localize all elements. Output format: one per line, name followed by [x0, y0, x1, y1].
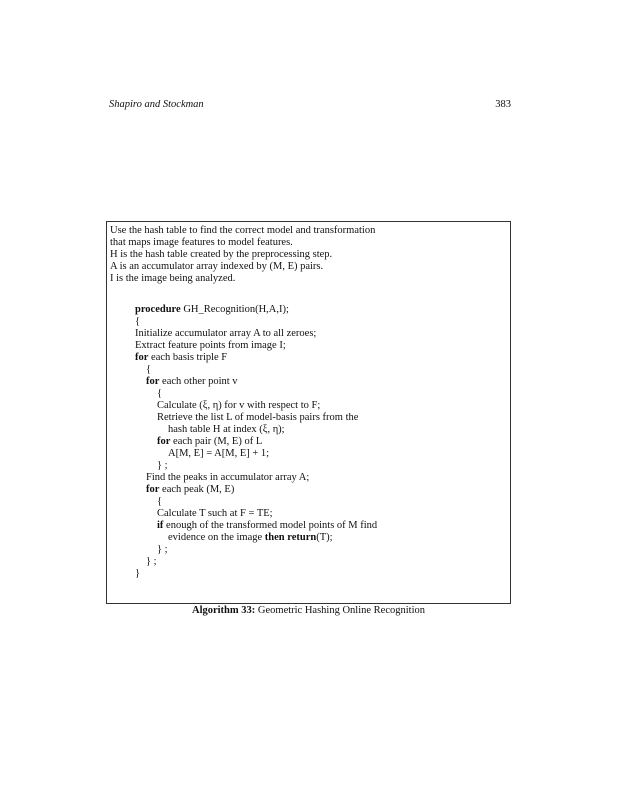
caption-label: Algorithm 33: — [191, 605, 256, 616]
intro-line: A is an accumulator array indexed by (M, E) pairs. — [110, 261, 324, 272]
page-number: 383 — [495, 99, 511, 110]
code-line: } ; — [157, 544, 168, 555]
intro-line: that maps image features to model features. — [110, 237, 293, 248]
keyword: procedure — [135, 304, 181, 315]
keyword: for — [146, 376, 160, 387]
code-line — [146, 376, 238, 388]
algorithm-caption — [106, 605, 511, 617]
code-line: Calculate (ξ, η) for v with respect to F; — [157, 400, 321, 411]
code-line — [168, 532, 333, 544]
code-text: enough of the transformed model points of M find — [163, 520, 378, 531]
code-text: each pair (M, E) of L — [170, 436, 263, 447]
code-line — [146, 484, 234, 496]
keyword: for — [146, 484, 160, 495]
code-line: Find the peaks in accumulator array A; — [146, 472, 310, 483]
code-line — [157, 520, 377, 532]
code-line: } ; — [146, 556, 157, 567]
caption-text: Geometric Hashing Online Recognition — [255, 605, 425, 616]
code-line: { — [146, 364, 152, 375]
code-line: Retrieve the list L of model-basis pairs from the — [157, 412, 359, 423]
code-line — [135, 352, 227, 364]
code-line: hash table H at index (ξ, η); — [168, 424, 285, 435]
code-text: each other point v — [159, 376, 238, 387]
code-line: Initialize accumulator array A to all zeroes; — [135, 328, 317, 339]
code-line: Calculate T such at F = TE; — [157, 508, 273, 519]
code-line — [157, 436, 262, 448]
code-line: A[M, E] = A[M, E] + 1; — [168, 448, 270, 459]
code-text: (T); — [316, 532, 333, 543]
keyword: for — [135, 352, 149, 363]
code-text: each basis triple F — [148, 352, 228, 363]
keyword: return — [287, 532, 317, 543]
keyword: for — [157, 436, 171, 447]
code-line: } — [135, 568, 141, 579]
code-line: { — [157, 496, 163, 507]
code-text: each peak (M, E) — [159, 484, 235, 495]
intro-line: Use the hash table to find the correct model and transformation — [110, 225, 376, 236]
algorithm-box — [106, 221, 511, 604]
code-line: Extract feature points from image I; — [135, 340, 286, 351]
code-line — [135, 304, 289, 316]
keyword: if — [157, 520, 164, 531]
running-head-authors: Shapiro and Stockman — [109, 99, 204, 110]
intro-line: H is the hash table created by the preprocessing step. — [110, 249, 333, 260]
code-line: { — [135, 316, 141, 327]
intro-line: I is the image being analyzed. — [110, 273, 236, 284]
code-line: { — [157, 388, 163, 399]
keyword: then — [264, 532, 285, 543]
code-line: } ; — [157, 460, 168, 471]
running-head — [109, 99, 511, 113]
code-text: GH_Recognition(H,A,I); — [180, 304, 289, 315]
code-text: evidence on the image — [168, 532, 265, 543]
